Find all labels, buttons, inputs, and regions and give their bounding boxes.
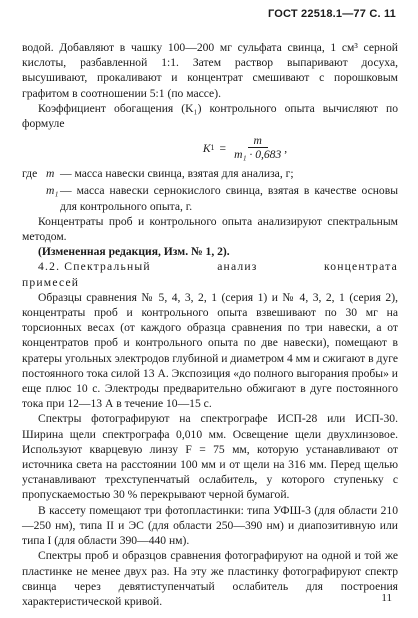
- formula-lhs: K: [202, 141, 211, 155]
- section-heading: [22, 259, 398, 274]
- page-number: 11: [381, 592, 392, 604]
- paragraph-6: В кассету помещают три фотопластинки: типа УФШ-3 (для области 210—250 нм), типа II и ЭС (для области 250—390 нм) и диапозитивную или типа I (для области 390—440 нм).: [22, 503, 398, 548]
- section-heading-part-3: концентрата: [323, 260, 398, 274]
- formula-lhs-subscript: 1: [210, 143, 215, 153]
- section-heading-continuation: примесей: [22, 275, 80, 289]
- section-heading-part-2: анализ: [217, 260, 258, 274]
- legend-symbol: m: [46, 167, 55, 181]
- paragraph-4: Образцы сравнения № 5, 4, 3, 2, 1 (серия 1) и № 4, 3, 2, 1 (серия 2), концентраты проб и контрольного опыта взвешивают по 30 мг на торсионных весах (от каждого образца сравнения по три навески, а от концентратов проб и контрольного опыта по две навески), помещают в кратеры угольных электродов глубиной и диаметром 4 мм и сжигают в дуге постоянного тока силой 13 А. Экспозиция «до полного выгорания пробы» и еще плюс 10 с. Электроды предварительно обжигают в дуге постоянного тока при 12—13 А в течение 10—15 с.: [22, 290, 398, 411]
- formula-fraction: [234, 134, 281, 162]
- paragraph-7: Спектры проб и образцов сравнения фотографируют на одной и той же пластинке не менее двух раз. На эту же пластинку фотографируют спектр свинца через девятиступенчатый ослабитель для построения характеристической кривой.: [22, 549, 398, 608]
- paragraph-5: Спектры фотографируют на спектрографе ИСП-28 или ИСП-30. Ширина щели спектрографа 0,010 мм. Освещение щели двухлинзовое. Используют кварцевую линзу F = 75 мм, которую устанавливают от источника света на расстоянии 100 мм и от щели на 316 мм. Перед щелью устанавливают трехступенчатый ослабитель, у которого ступеньку с пропускаемостью 30 % перекрывают черной бумагой.: [22, 412, 398, 502]
- formula-equals: =: [219, 141, 227, 155]
- paragraph-2: Коэффициент обогащения (K₁) контрольного опыта вычисляют по формуле: [22, 101, 398, 131]
- legend-prefix: где: [22, 167, 38, 181]
- formula-numerator: m: [248, 134, 268, 148]
- legend-prefix: [22, 183, 46, 213]
- formula-legend-row-1: [22, 166, 398, 181]
- legend-text: — масса навески свинца, взятая для анализа, г;: [60, 167, 294, 181]
- legend-symbol: m₁: [46, 184, 59, 198]
- paragraph-3: Концентраты проб и контрольного опыта анализируют спектральным методом.: [22, 214, 398, 244]
- page-header: ГОСТ 22518.1—77 С. 11: [267, 8, 396, 20]
- paragraph-1: водой. Добавляют в чашку 100—200 мг сульфата свинца, 1 см³ серной кислоты, разбавленной 1:1. Затем раствор выпаривают досуха, высушивают, прокаливают и концентрат смешивают с порошковым графитом в соотношении 5:1 (по массе).: [22, 41, 398, 100]
- formula-tail: ,: [284, 141, 288, 155]
- formula: [22, 134, 398, 162]
- legend-text: — масса навески сернокислого свинца, взятая в качестве основы для контрольного опыта, г.: [60, 184, 398, 213]
- section-heading-part-1: 4.2. Спектральный: [38, 260, 151, 274]
- body-text: [22, 40, 398, 609]
- formula-denominator: m₁ · 0,683: [234, 148, 282, 162]
- formula-legend-row-2: [22, 183, 398, 213]
- edition-note: (Измененная редакция, Изм. № 1, 2).: [38, 245, 230, 259]
